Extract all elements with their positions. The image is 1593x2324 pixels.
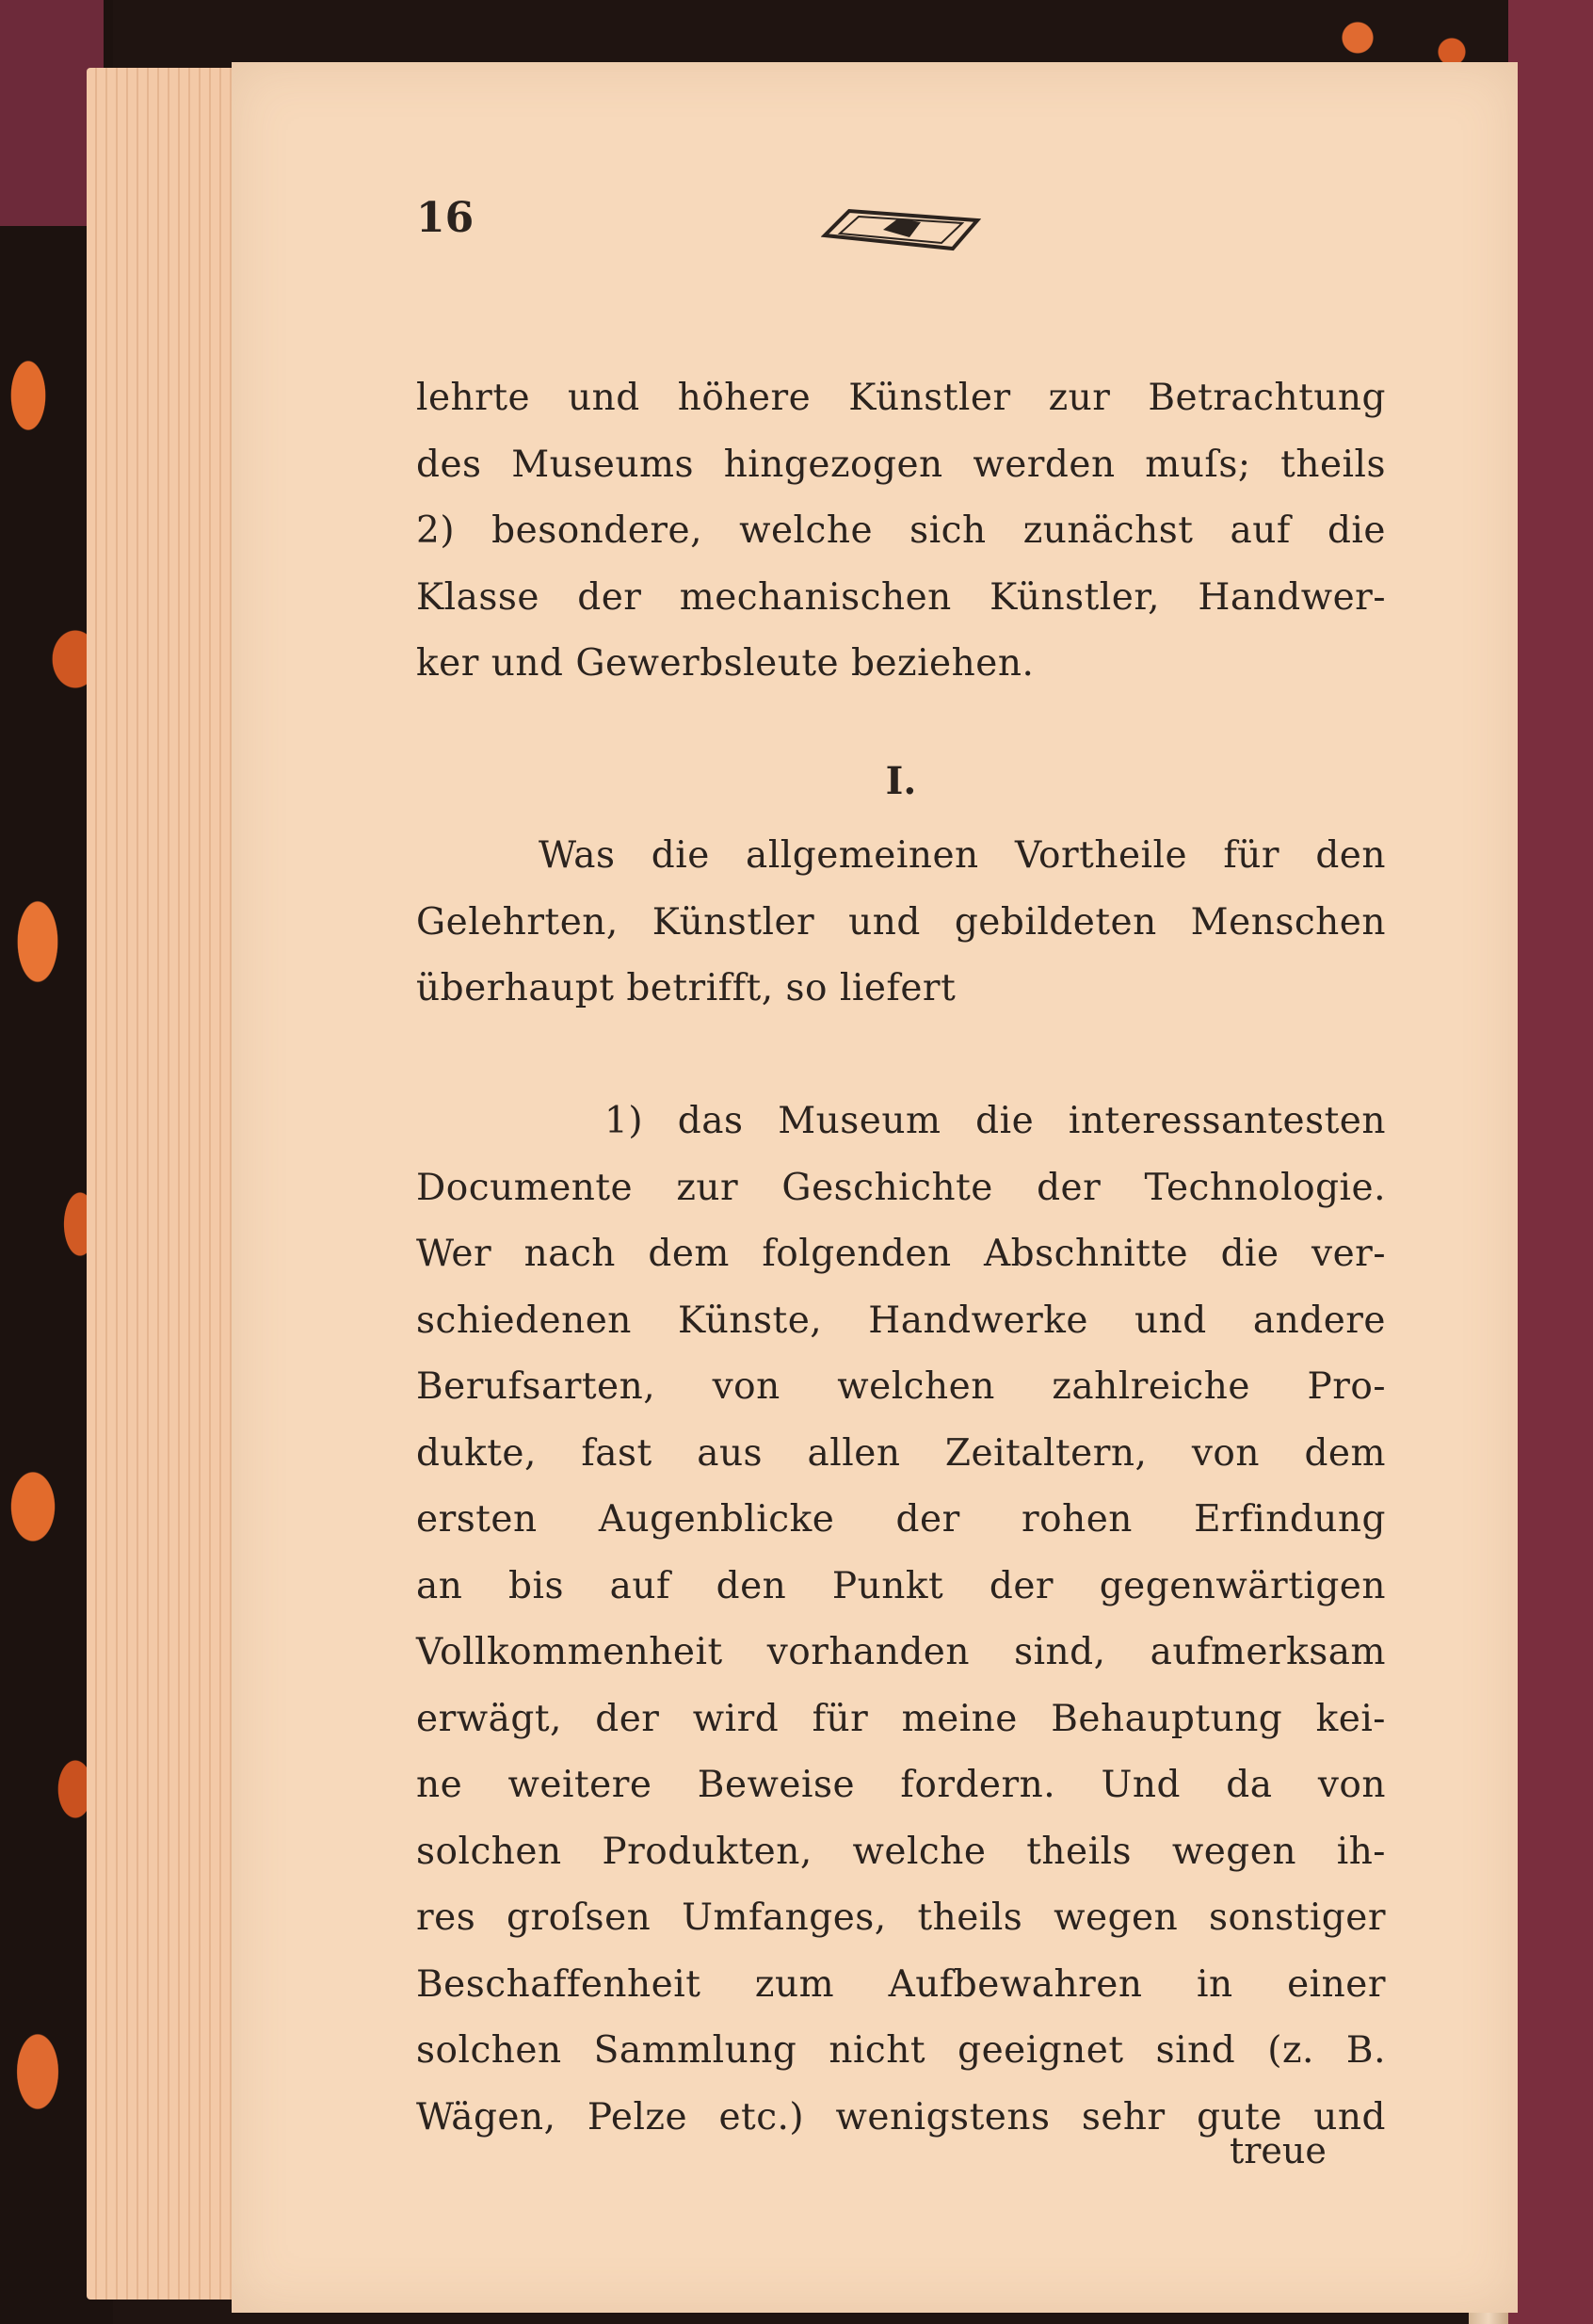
- text-line: lehrte und höhere Künstler zur Betrachtung: [416, 377, 1386, 419]
- text-line: Vollkommenheit vorhanden sind, aufmerksam: [416, 1631, 1386, 1673]
- text-line: Documente zur Geschichte der Technologie.: [416, 1166, 1386, 1209]
- text-line: ker und Gewerbsleute beziehen.: [416, 642, 1035, 685]
- cloth-cover-right: [1508, 0, 1593, 2324]
- text-line: Beschaffenheit zum Aufbewahren in einer: [416, 1962, 1386, 2006]
- text-line: res groſsen Umfanges, theils wegen sonstiger: [416, 1896, 1386, 1939]
- text-line: 1) das Museum die interessantesten: [604, 1100, 1386, 1142]
- text-line: Klasse der mechanischen Künstler, Handwer-: [416, 575, 1386, 619]
- text-line: solchen Produkten, welche theils wegen ih-: [416, 1830, 1386, 1873]
- text-line: Was die allgemeinen Vortheile für den: [539, 834, 1386, 877]
- catchword: treue: [1230, 2130, 1327, 2171]
- text-line: Berufsarten, von welchen zahlreiche Pro-: [416, 1365, 1386, 1408]
- section-heading: I.: [885, 759, 917, 803]
- text-line: überhaupt betrifft, so liefert: [416, 967, 957, 1009]
- page-number: 16: [416, 194, 475, 242]
- text-line: Wer nach dem folgenden Abschnitte die ver-: [416, 1233, 1386, 1275]
- text-line: ersten Augenblicke der rohen Erfindung: [416, 1498, 1386, 1541]
- text-line: 2) besondere, welche sich zunächst auf die: [416, 509, 1386, 552]
- text-line: dukte, fast aus allen Zeitaltern, von dem: [416, 1431, 1386, 1475]
- book-page: [232, 62, 1518, 2313]
- text-line: erwägt, der wird für meine Behauptung kei-: [416, 1697, 1386, 1740]
- text-line: des Museums hingezogen werden muſs; theils: [416, 443, 1386, 486]
- paragraph-continuation: [416, 365, 1386, 698]
- text-line: solchen Sammlung nicht geeignet sind (z. B.: [416, 2029, 1386, 2072]
- page-edges: [87, 68, 237, 2300]
- text-line: an bis auf den Punkt der gegenwärtigen: [416, 1564, 1386, 1607]
- text-line: ne weitere Beweise fordern. Und da von: [416, 1764, 1386, 1806]
- text-line: schiedenen Künste, Handwerke und andere: [416, 1299, 1386, 1342]
- paragraph-point-one: [416, 1089, 1386, 2151]
- diamond-ornament-icon: [821, 203, 981, 256]
- text-line: Wägen, Pelze etc.) wenigstens sehr gute und: [416, 2095, 1386, 2138]
- paragraph-intro: [416, 823, 1386, 1023]
- text-line: Gelehrten, Künstler und gebildeten Menschen: [416, 900, 1386, 944]
